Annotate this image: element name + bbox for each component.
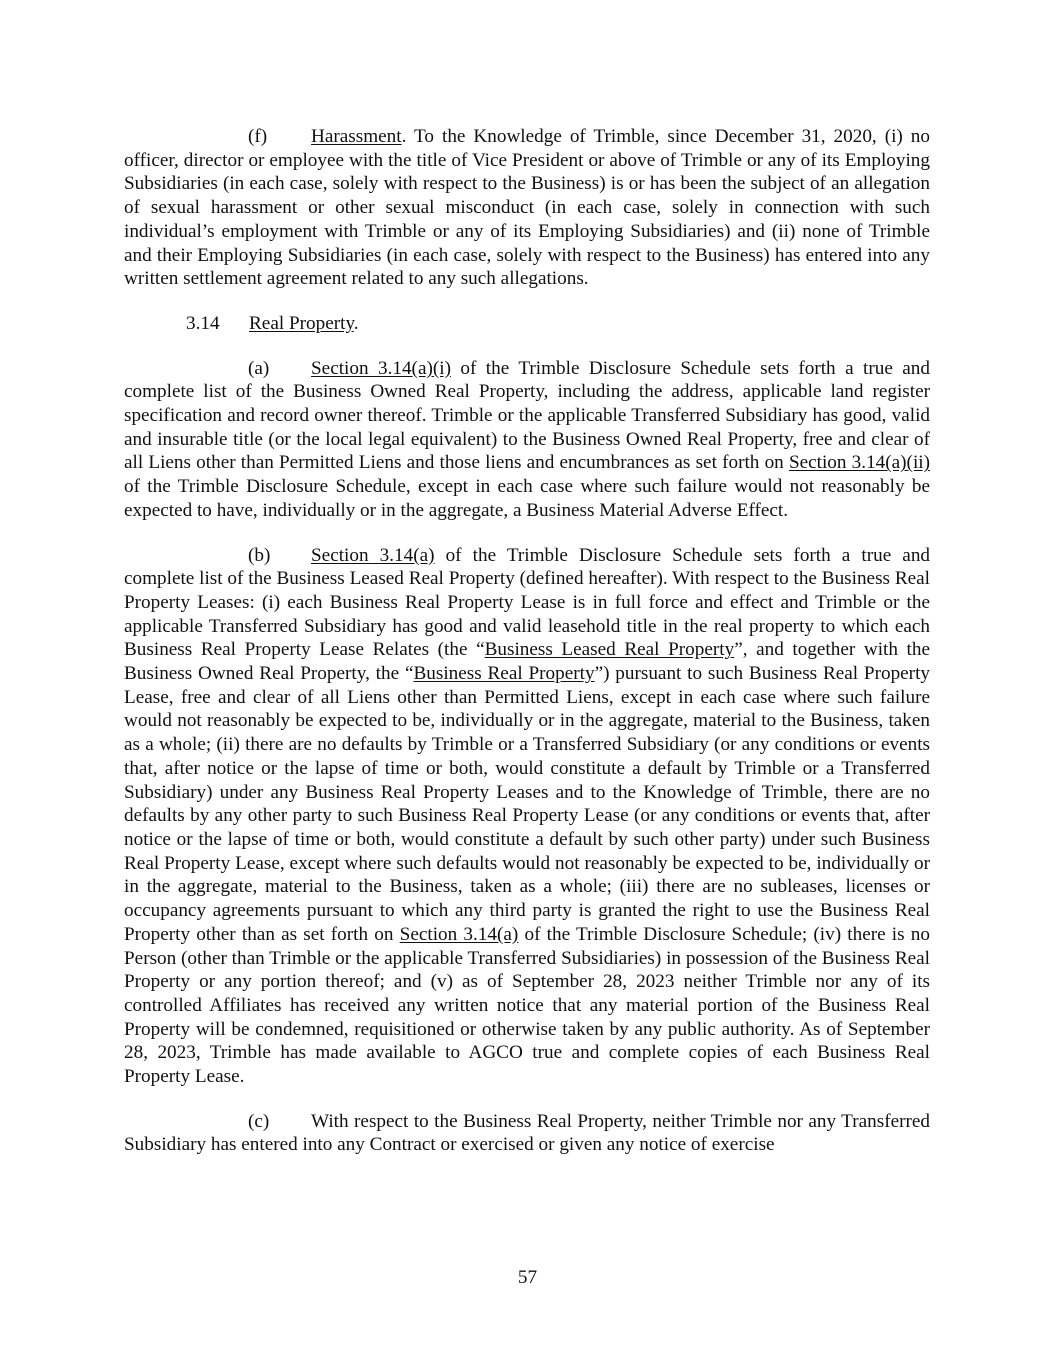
paragraph-f-harassment (124, 125, 930, 291)
paragraph-text: of the Trimble Disclosure Schedule sets forth a true and complete list of the Business Owned Real Property, including the address, applicable land register specification and record owner thereof. Trimble or the applicable Transferred Subsidiary has good, valid and insurable title (or the local legal equivalent) to the Business Owned Real Property, free and clear of all Liens other than Permitted Liens and those liens and encumbrances as set forth on (124, 357, 930, 474)
section-number: 3.14 (186, 312, 220, 334)
defined-term: Business Leased Real Property (484, 639, 735, 661)
paragraph-a (124, 357, 930, 523)
page-number: 57 (517, 1267, 538, 1288)
paragraph-marker: (a) (248, 357, 270, 379)
paragraph-text: of the Trimble Disclosure Schedule; (iv) there is no Person (other than Trimble or the applicable Transferred Subsidiaries) in possession of the Business Real Property or any portion thereof; and (v) as of September 28, 2023 neither Trimble nor any of its controlled Affiliates has received any written notice that any material portion of the Business Real Property will be condemned, requisitioned or otherwise taken by any public authority. As of September 28, 2023, Trimble has made available to AGCO true and complete copies of each Business Real Property Lease. (124, 923, 930, 1088)
section-heading-harassment: Harassment (311, 126, 402, 147)
section-reference: Section 3.14(a)(i) (311, 357, 451, 379)
section-title-suffix: . (353, 312, 359, 334)
defined-term: Business Real Property (413, 663, 595, 685)
paragraph-marker: (b) (248, 544, 271, 566)
paragraph-text: ”) pursuant to such Business Real Property Lease, free and clear of all Liens other than Permitted Liens, except in each case where such failure would not reasonably be expected to be, individually or in the aggregate, material to the Business, taken as a whole; (ii) there are no defaults by Trimble or a Transferred Subsidiary (or any conditions or events that, after notice or the lapse of time or both, would constitute a default by Trimble or a Transferred Subsidiary) under any Business Real Property Leases and to the Knowledge of Trimble, there are no defaults by any other party to such Business Real Property Lease (or any conditions or events that, after notice or the lapse of time or both, would constitute a default by such other party) under such Business Real Property Lease, except where such defaults would not reasonably be expected to be, individually or in the aggregate, material to the Business, taken as a whole; (iii) there are no subleases, licenses or occupancy agreements pursuant to which any third party is granted the right to use the Business Real Property other than as set forth on (124, 663, 931, 945)
section-reference: Section 3.14(a) (311, 544, 435, 566)
document-page (124, 125, 930, 1178)
paragraph-marker: (c) (248, 1110, 270, 1132)
paragraph-marker: (f) (248, 126, 268, 147)
section-reference: Section 3.14(a) (399, 923, 519, 945)
paragraph-text: With respect to the Business Real Property, neither Trimble nor any Transferred Subsidiary has entered into any Contract or exercised or given any notice of exercise (124, 1110, 930, 1156)
paragraph-b (124, 544, 930, 1089)
paragraph-text: . To the Knowledge of Trimble, since December 31, 2020, (i) no officer, director or employee with the title of Vice President or above of Trimble or any of its Employing Subsidiaries (in each case, solely with respect to the Business) is or has been the subject of an allegation of sexual harassment or other sexual misconduct (in each case, solely in connection with such individual’s employment with Trimble or any of its Employing Subsidiaries) and (ii) none of Trimble and their Employing Subsidiaries (in each case, solely with respect to the Business) has entered into any written settlement agreement related to any such allegations. (124, 126, 930, 290)
paragraph-text: ”, and together with the Business Owned Real Property, the “ (124, 639, 930, 685)
paragraph-text: of the Trimble Disclosure Schedule sets forth a true and complete list of the Business Leased Real Property (defined hereafter). With respect to the Business Real Property Leases: (i) each Business Real Property Lease is in full force and effect and Trimble or the applicable Transferred Subsidiary has good and valid leasehold title in the real property to which each Business Real Property Lease Relates (the “ (124, 544, 931, 661)
section-title: Real Property (249, 312, 354, 334)
section-heading-3-14 (124, 312, 930, 336)
paragraph-text: of the Trimble Disclosure Schedule, except in each case where such failure would not reasonably be expected to have, individually or in the aggregate, a Business Material Adverse Effect. (124, 476, 930, 521)
paragraph-c (124, 1110, 930, 1157)
section-reference: Section 3.14(a)(ii) (788, 452, 930, 474)
